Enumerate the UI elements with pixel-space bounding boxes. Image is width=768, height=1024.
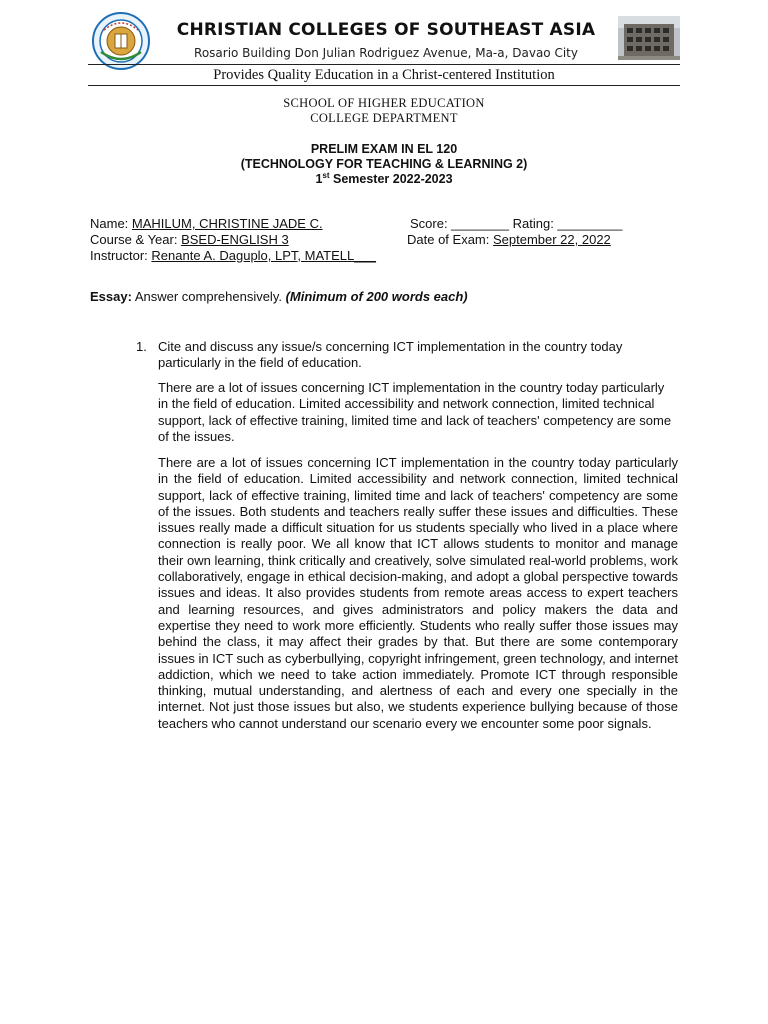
- essay-instruction-text: Answer comprehensively.: [131, 289, 286, 304]
- name-line: [90, 216, 323, 231]
- score-rating-line: [410, 216, 623, 231]
- college-tagline: Provides Quality Education in a Christ-centered Institution: [213, 67, 555, 83]
- exam-date-label: Date of Exam:: [407, 232, 493, 247]
- exam-date-line: [407, 232, 611, 247]
- exam-heading: [88, 142, 680, 187]
- school-heading: [88, 96, 680, 126]
- course-line: [90, 232, 289, 247]
- student-course: BSED-ENGLISH 3: [181, 232, 289, 247]
- student-name: MAHILUM, CHRISTINE JADE C.: [131, 216, 323, 231]
- essay-label: Essay:: [90, 289, 132, 304]
- question-number: 1.: [136, 339, 147, 354]
- instructor-name: Renante A. Daguplo, LPT, MATELL___: [151, 248, 376, 263]
- school-name: SCHOOL OF HIGHER EDUCATION: [283, 96, 485, 110]
- college-name: CHRISTIAN COLLEGES OF SOUTHEAST ASIA: [176, 20, 596, 40]
- instructor-label: Instructor:: [90, 248, 152, 263]
- essay-instruction: [90, 289, 468, 304]
- essay-word-minimum: (Minimum of 200 words each): [285, 289, 468, 304]
- college-address: Rosario Building Don Julian Rodriguez Avenue, Ma-a, Davao City: [194, 46, 578, 60]
- score-rating-label: Score: ________ Rating: _________: [410, 216, 623, 231]
- header-divider-bottom: [88, 85, 680, 86]
- course-label: Course & Year:: [90, 232, 182, 247]
- college-seal-icon: [92, 12, 150, 70]
- header-divider-top: [88, 64, 680, 65]
- department-name: COLLEGE DEPARTMENT: [310, 111, 458, 125]
- answer-paragraph-extended: There are a lot of issues concerning ICT implementation in the country today particularly in the field of education. Limited accessibility and network connection, limited technical support, lack of effective training, limited time and lack of teachers' competency are some of the issues. Both students and teachers really suffer these issues and difficulties. These issues really made a difficult situation for us students specially who lived in a place where connection is really poor. We all know that ICT allows students to monitor and manage their own learning, think critically and creatively, solve simulated real-world problems, work collaboratively, engage in ethical decision-making, and adopt a global perspective towards issues and ideas. It also provides students from remote areas access to expert teachers and learning resources, and gives administrators and policy makers the data and expertise they need to work more efficiently. Students who really suffer those issues may behind the class, it may affect their grades by that. But there are some contemporary issues in ICT such as cyberbullying, copyright infringement, green technology, and internet addiction, which we need to take action immediately. Promote ICT through responsible thinking, mutual understanding, and alertness of each and every one specially in the internet. Not just those issues but also, we students experience bullying because of those teachers who cannot understand our scenario every we encounter some poor signals.: [158, 455, 678, 731]
- name-label: Name:: [90, 216, 132, 231]
- exam-title: PRELIM EXAM IN EL 120: [310, 142, 458, 156]
- instructor-line: [90, 248, 376, 263]
- exam-date: September 22, 2022: [492, 232, 611, 247]
- exam-semester: 1st Semester 2022-2023: [315, 170, 453, 186]
- question-text: Cite and discuss any issue/s concerning ICT implementation in the country today particularly in the field of education.: [158, 339, 623, 370]
- answer-paragraph: There are a lot of issues concerning ICT implementation in the country today particularly in the field of education. Limited accessibility and network connection, limited technical support, lack of effective training, limited time and lack of teachers' competency are some of the issues.: [158, 380, 672, 444]
- exam-subtitle: (TECHNOLOGY FOR TEACHING & LEARNING 2): [240, 157, 528, 171]
- building-photo-icon: [618, 16, 680, 60]
